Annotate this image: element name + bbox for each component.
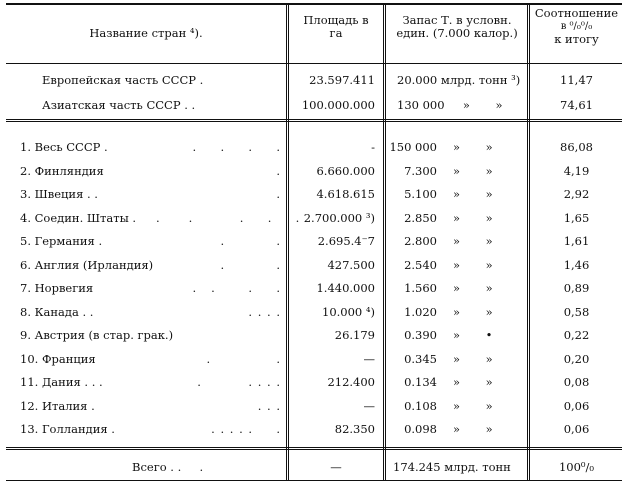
row-ratio: 1,46 [563, 258, 590, 272]
row-reserve: 0.098 [404, 422, 437, 436]
row-leader-dots: . . . [257, 399, 281, 413]
row-ratio: 86,08 [560, 140, 593, 154]
section-rule [6, 119, 622, 122]
row-ratio: 0,22 [563, 328, 590, 342]
row-ditto-marks: » » [453, 375, 493, 389]
column-divider [527, 5, 530, 480]
row-area: 82.350 [334, 422, 375, 436]
row-area: 6.660.000 [316, 164, 375, 178]
row-reserve: 2.850 [404, 211, 437, 225]
row-ditto-marks: » » [453, 234, 493, 248]
header-ratio-line3: к итогу [554, 32, 599, 46]
row-name: 9. Австрия (в стар. грак.) [20, 328, 174, 342]
row-ditto-marks: » » [453, 422, 493, 436]
row-name: 2. Финляндия [20, 164, 104, 178]
total-reserve: 174.245 млрд. тонн [393, 460, 511, 474]
header-country [6, 27, 286, 40]
total-area: — [330, 460, 342, 474]
header-country-text: Название стран ⁴). [89, 26, 203, 40]
row-leader-dots: . . . . . . [211, 422, 281, 436]
row-ratio: 11,47 [560, 73, 593, 87]
header-area-line1: Площадь в [303, 13, 369, 27]
row-ratio: 74,61 [560, 98, 593, 112]
row-ratio: 0,06 [563, 422, 590, 436]
row-reserve: 0.134 [404, 375, 437, 389]
row-area: 2.695.4⁻7 [317, 234, 375, 248]
row-name: Азиатская часть СССР . . [42, 98, 196, 112]
row-reserve: 2.800 [404, 234, 437, 248]
row-ditto-marks: » » [453, 352, 493, 366]
row-name: 11. Дания . . . [20, 375, 103, 389]
row-name: 8. Канада . . [20, 305, 94, 319]
row-ratio: 0,89 [563, 281, 590, 295]
row-ditto-marks: » » [453, 281, 493, 295]
row-ditto-marks: » » [453, 164, 493, 178]
row-ditto-marks: » » [453, 187, 493, 201]
row-area: 23.597.411 [309, 73, 375, 87]
row-area: 1.440.000 [316, 281, 375, 295]
row-reserve: 1.560 [404, 281, 437, 295]
row-reserve: 150 000 [389, 140, 437, 154]
row-ditto-marks: » » [453, 258, 493, 272]
column-divider [383, 5, 386, 480]
row-leader-dots: . . . . [192, 281, 281, 295]
header-reserve [387, 14, 527, 40]
row-ditto-marks: » • [453, 328, 493, 342]
row-area: 212.400 [327, 375, 375, 389]
row-leader-dots: . . [206, 352, 281, 366]
row-reserve: 0.390 [404, 328, 437, 342]
row-area: — [363, 352, 375, 366]
row-ditto-marks: » » [453, 211, 493, 225]
row-name: 12. Италия . [20, 399, 95, 413]
row-area: 26.179 [334, 328, 375, 342]
row-name: 10. Франция [20, 352, 96, 366]
row-leader-dots: . . . . . [197, 375, 281, 389]
row-leader-dots: . [276, 187, 281, 201]
row-area: 2.700.000 ³) [303, 211, 375, 225]
row-area: 10.000 ⁴) [322, 305, 375, 319]
column-divider [286, 5, 289, 480]
row-reserve: 0.108 [404, 399, 437, 413]
row-ratio: 4,19 [563, 164, 590, 178]
row-reserve: 1.020 [404, 305, 437, 319]
row-name: 7. Норвегия [20, 281, 94, 295]
row-area: 427.500 [327, 258, 375, 272]
row-leader-dots: . . [220, 234, 281, 248]
row-ratio: 0,20 [563, 352, 590, 366]
row-ratio: 0,58 [563, 305, 590, 319]
row-ratio: 1,61 [563, 234, 590, 248]
row-area: — [363, 399, 375, 413]
row-name: 13. Голландия . [20, 422, 115, 436]
row-name: 5. Германия . [20, 234, 103, 248]
row-leader-dots: . . [220, 258, 281, 272]
header-reserve-line2: един. (7.000 калор.) [396, 26, 518, 40]
row-area: - [371, 140, 375, 154]
row-leader-dots: . . . . . [156, 211, 301, 225]
row-name: 6. Англия (Ирландия) [20, 258, 154, 272]
row-name: Европейская часть СССР . [42, 73, 204, 87]
row-ratio: 2,92 [563, 187, 590, 201]
row-ratio: 0,08 [563, 375, 590, 389]
coal-reserves-table [6, 3, 622, 481]
row-area: 4.618.615 [316, 187, 375, 201]
row-ditto-marks: » » [453, 399, 493, 413]
row-reserve: 20.000 млрд. тонн ³) [397, 73, 521, 87]
header-ratio [531, 7, 622, 46]
row-reserve: 130 000 » » [397, 98, 503, 112]
row-ditto-marks: » » [453, 305, 493, 319]
row-leader-dots: . [276, 164, 281, 178]
row-name: 4. Соедин. Штаты . [20, 211, 137, 225]
row-name: 3. Швеция . . [20, 187, 98, 201]
total-label: Всего . . . [132, 460, 204, 474]
header-rule [6, 63, 622, 64]
row-reserve: 5.100 [404, 187, 437, 201]
row-ditto-marks: » » [453, 140, 493, 154]
header-ratio-line1: Соотношение [534, 6, 619, 20]
row-area: 100.000.000 [301, 98, 375, 112]
header-area [290, 14, 382, 40]
header-reserve-line1: Запас Т. в условн. [402, 13, 512, 27]
row-reserve: 7.300 [404, 164, 437, 178]
row-name: 1. Весь СССР . [20, 140, 108, 154]
row-leader-dots: . . . . [248, 305, 281, 319]
total-ratio: 100⁰/₀ [558, 460, 595, 474]
row-reserve: 2.540 [404, 258, 437, 272]
row-leader-dots: . . . . [192, 140, 281, 154]
row-reserve: 0.345 [404, 352, 437, 366]
header-area-line2: га [329, 26, 343, 40]
header-ratio-line2: в ⁰/₀⁰/₀ [560, 21, 593, 32]
row-ratio: 1,65 [563, 211, 590, 225]
row-ratio: 0,06 [563, 399, 590, 413]
total-rule [6, 447, 622, 450]
